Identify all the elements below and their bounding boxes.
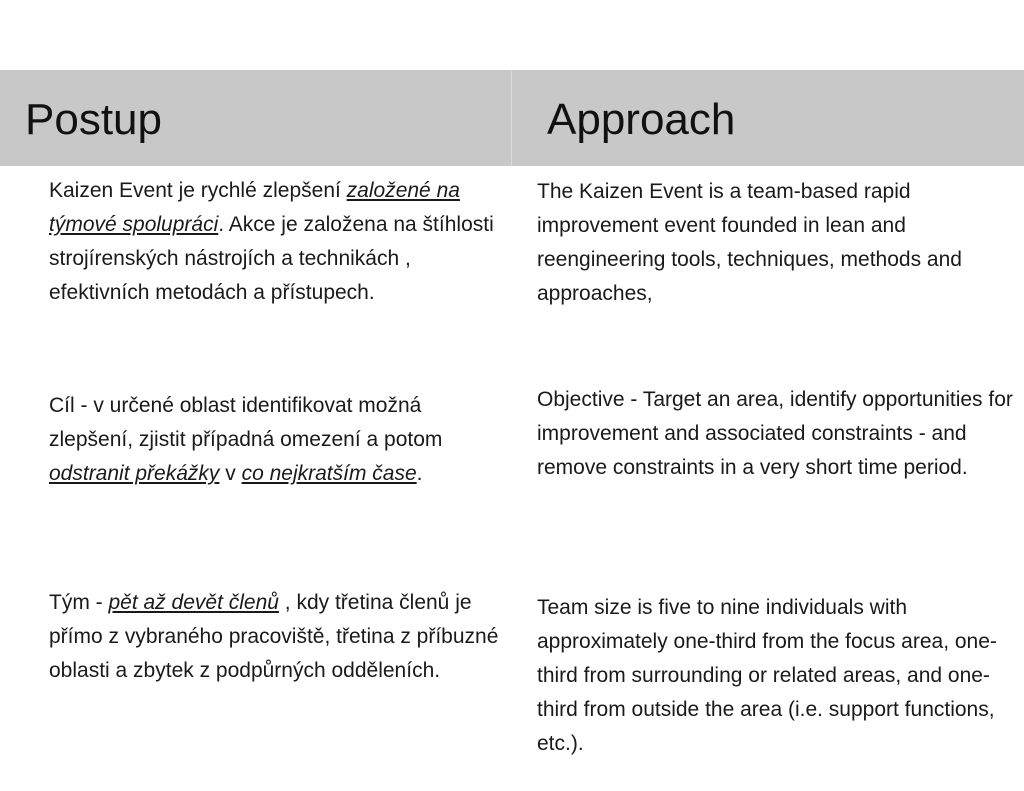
emphasis-text: pět až devět členů	[108, 591, 279, 614]
left-paragraph-team	[49, 586, 509, 688]
header-divider	[511, 70, 512, 166]
text-segment: . Akce je založena na štíhlosti strojírenských nástrojích a technikách , efektivních metodách a přístupech.	[49, 213, 494, 304]
text-segment: Cíl - v určené oblast identifikovat možná zlepšení, zjistit případná omezení a potom	[49, 394, 443, 451]
right-paragraph-team: Team size is five to nine individuals with approximately one-third from the focus area, one-third from surrounding or related areas, and one-third from outside the area (i.e. support functions, etc.).	[537, 596, 997, 755]
left-paragraph-objective	[49, 389, 509, 491]
text-segment: Kaizen Event je rychlé zlepšení	[49, 179, 347, 202]
text-segment: , kdy třetina členů je přímo z vybraného pracoviště, třetina z příbuzné oblasti a zbytek z podpůrných odděleních.	[49, 591, 499, 682]
emphasis-text: co nejkratším čase	[241, 462, 417, 485]
column-title-postup: Postup	[25, 95, 162, 144]
text-segment: v	[219, 462, 242, 485]
right-paragraph-objective: Objective - Target an area, identify opportunities for improvement and associated constraints - and remove constraints in a very short time period.	[537, 388, 1013, 479]
column-title-approach: Approach	[547, 95, 736, 144]
emphasis-text: odstranit překážky	[49, 462, 220, 485]
text-segment: .	[416, 462, 423, 485]
right-paragraph-intro: The Kaizen Event is a team-based rapid improvement event founded in lean and reengineering tools, techniques, methods and approaches,	[537, 180, 962, 305]
left-paragraph-intro	[49, 174, 509, 310]
emphasis-text: založené na týmové spolupráci	[49, 179, 460, 236]
text-segment: Tým -	[49, 591, 109, 614]
